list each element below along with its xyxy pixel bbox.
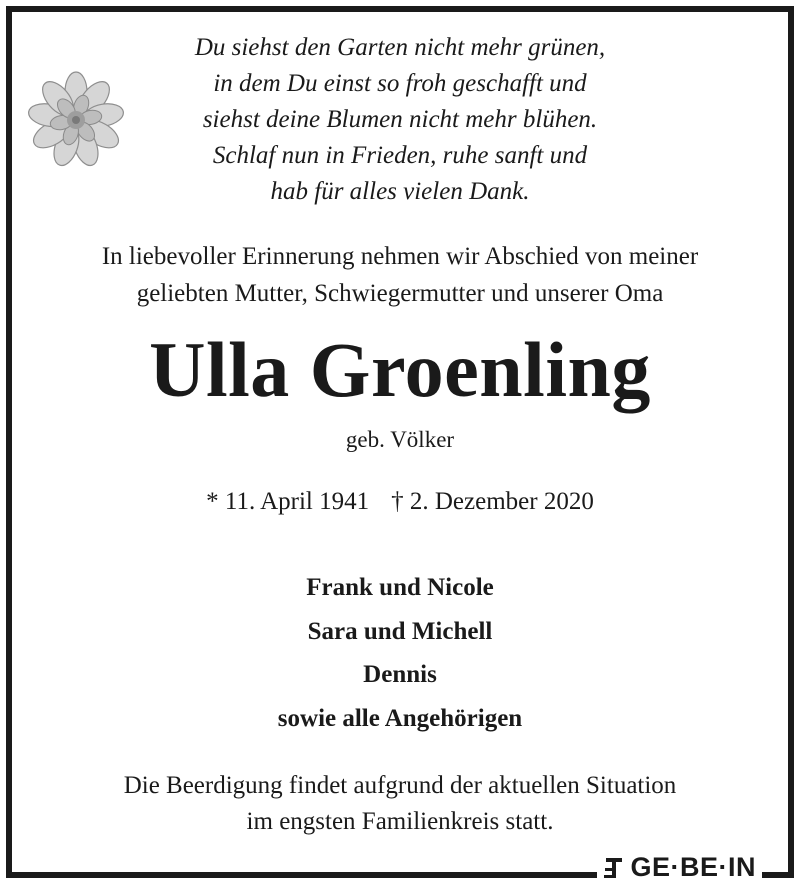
poem-line: Schlaf nun in Frieden, ruhe sanft und <box>212 142 588 169</box>
intro-line: In liebevoller Erinnerung nehmen wir Abschied von meiner <box>101 243 699 270</box>
birth-date: * 11. April 1941 <box>206 488 370 515</box>
deceased-name: Ulla Groenling <box>149 326 651 413</box>
poem-line: siehst deine Blumen nicht mehr blühen. <box>202 106 598 133</box>
publisher-logo <box>597 850 763 884</box>
logo-text: GE·BE·IN <box>630 851 756 882</box>
poem-line: hab für alles vielen Dank. <box>270 178 530 205</box>
death-date: † 2. Dezember 2020 <box>391 488 594 515</box>
mourner-line: Dennis <box>363 661 437 688</box>
poem-line: Du siehst den Garten nicht mehr grünen, <box>194 34 606 61</box>
mourners-list <box>0 566 800 740</box>
memorial-poem <box>110 30 690 210</box>
poem-line: in dem Du einst so froh geschafft und <box>213 70 587 97</box>
funeral-notice <box>0 768 800 840</box>
mourner-line: sowie alle Angehörigen <box>277 704 523 732</box>
mourner-line: Frank und Nicole <box>306 574 494 601</box>
gebein-logo-icon <box>601 854 627 880</box>
life-dates <box>0 484 800 520</box>
intro-line: geliebten Mutter, Schwiegermutter und unserer Oma <box>136 280 664 307</box>
notice-line: Die Beerdigung findet aufgrund der aktuellen Situation <box>123 772 677 799</box>
intro-text <box>20 238 780 312</box>
mourner-line: Sara und Michell <box>307 617 493 645</box>
maiden-name: geb. Völker <box>345 427 455 452</box>
notice-line: im engsten Familienkreis statt. <box>246 808 554 835</box>
